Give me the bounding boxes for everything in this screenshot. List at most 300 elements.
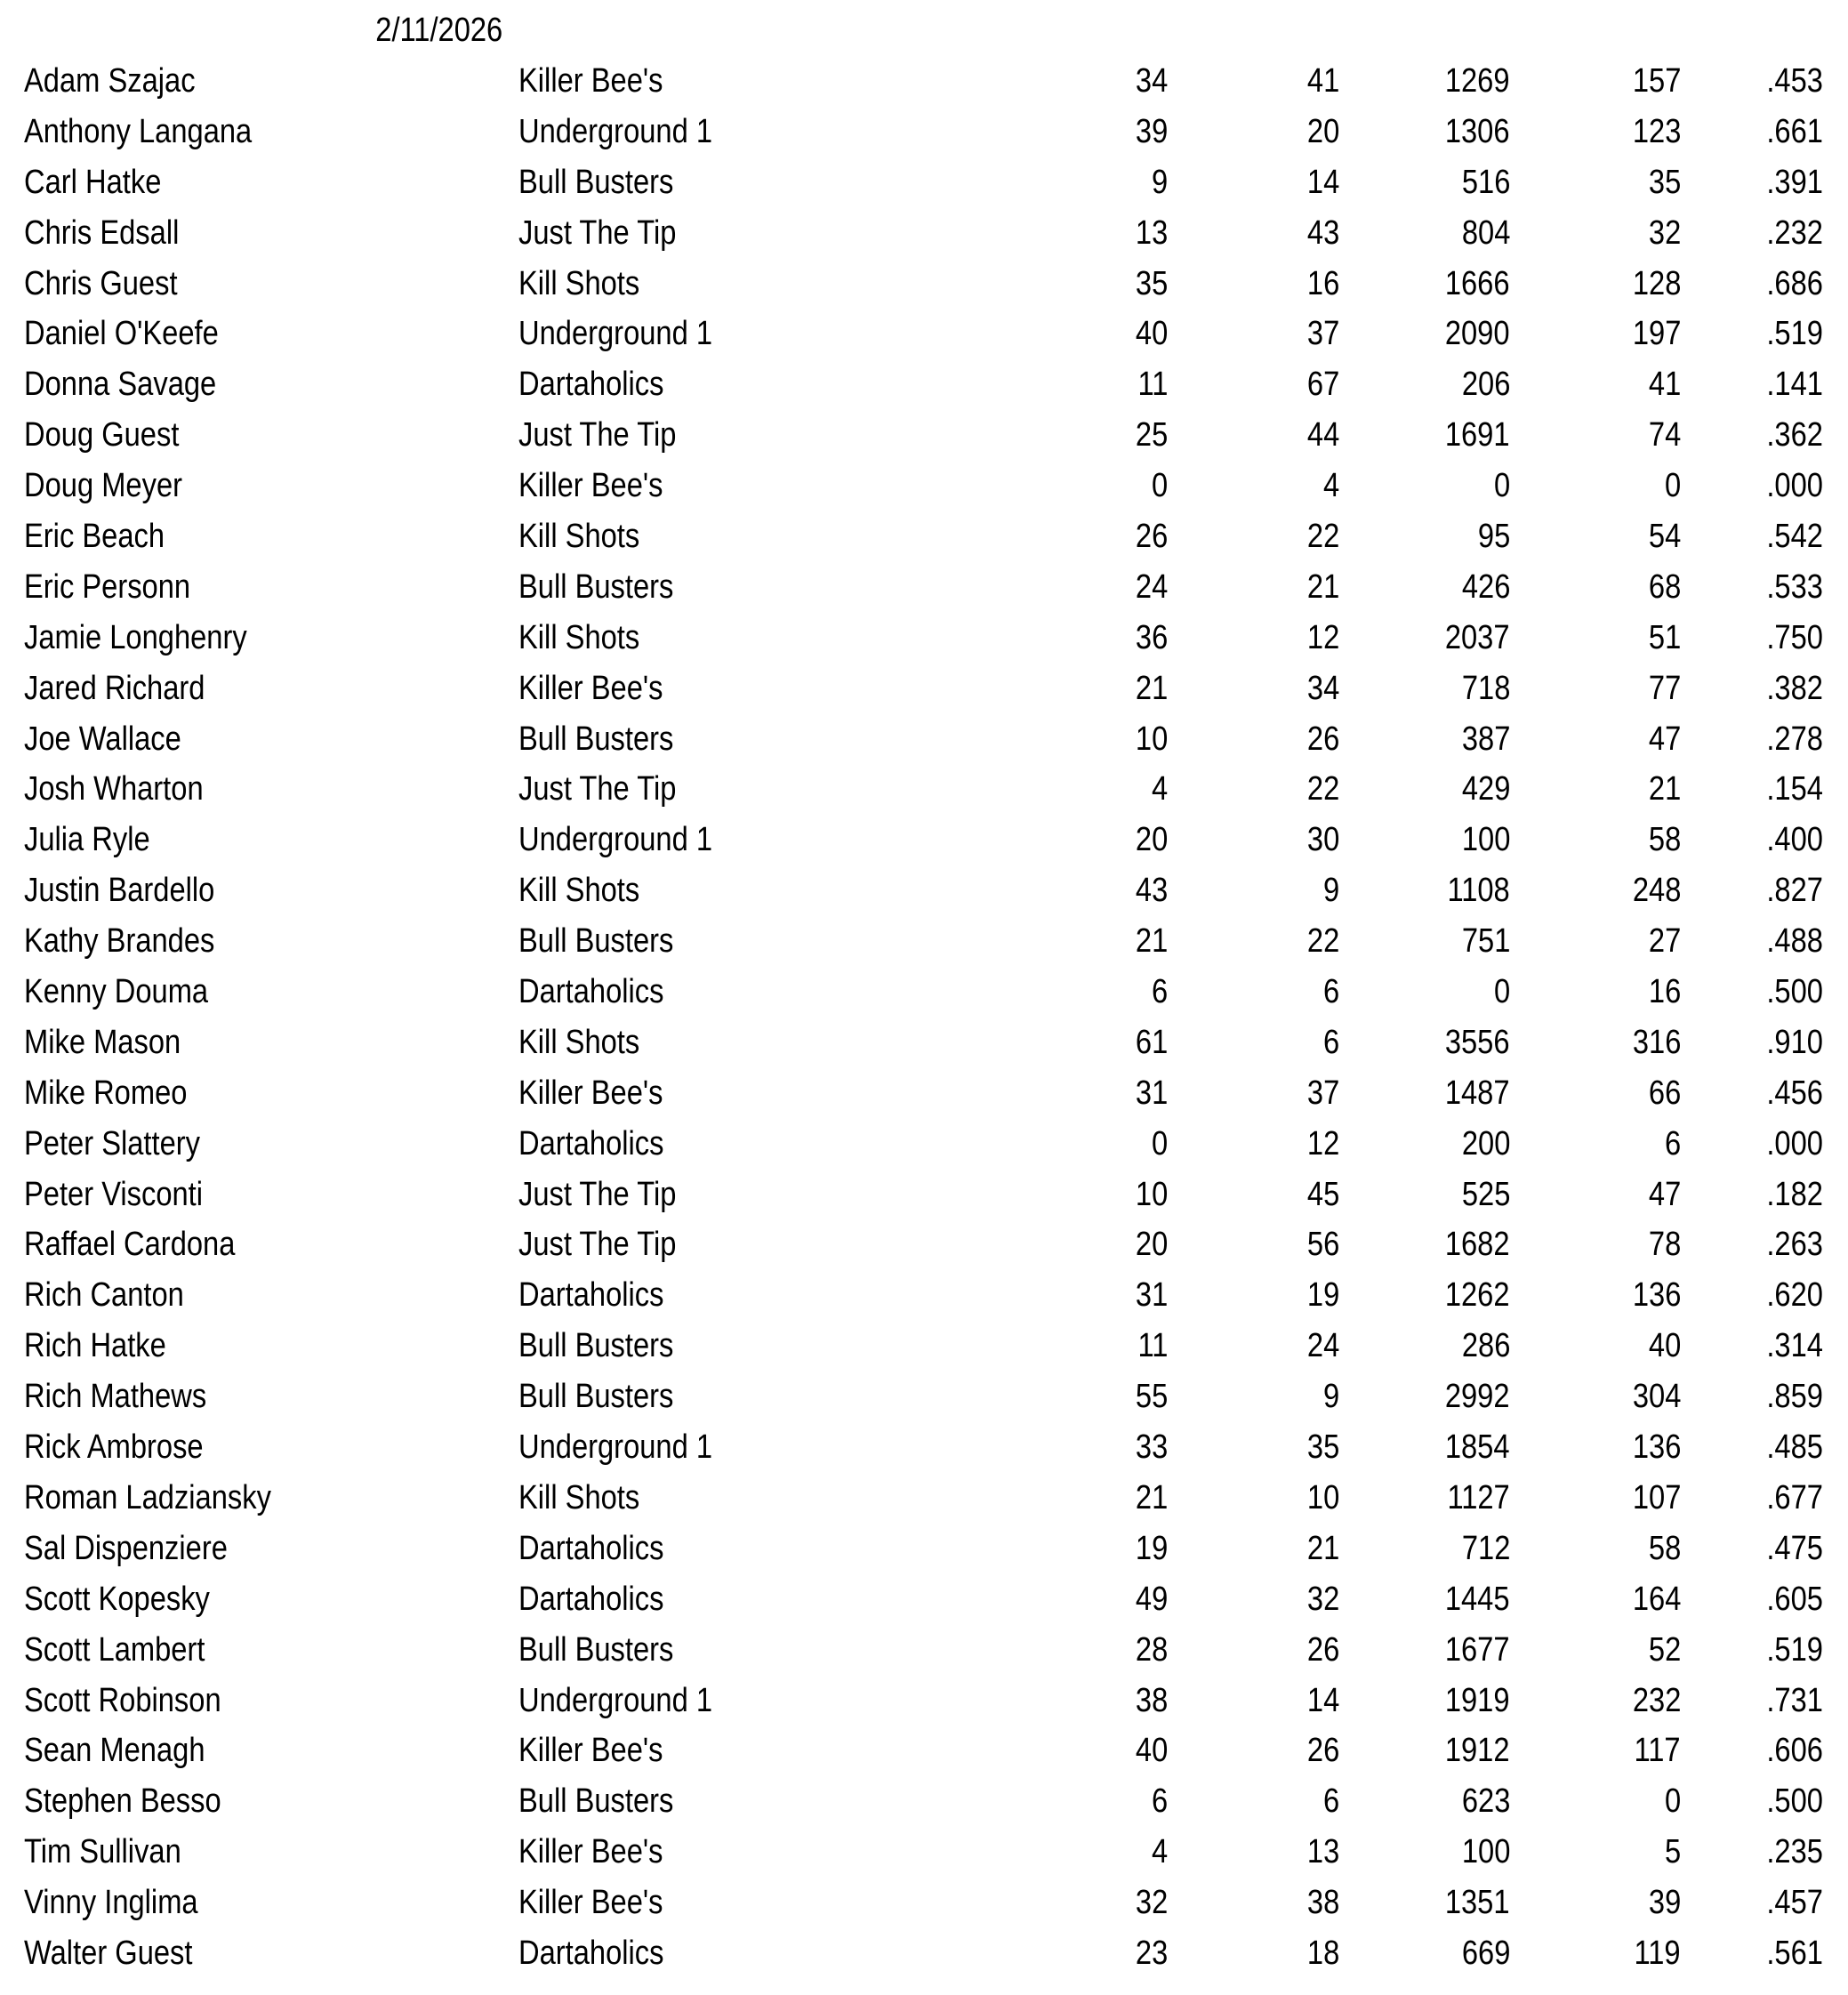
team-name: Killer Bee's <box>518 1884 663 1922</box>
player-name-cell <box>24 1170 232 1220</box>
stat-col-5-cell <box>1757 1321 1823 1372</box>
stat-col-1: 13 <box>1135 213 1168 252</box>
stat-col-1-cell <box>1130 865 1168 916</box>
team-name: Bull Busters <box>518 922 674 961</box>
player-name: Stephen Besso <box>24 1782 221 1821</box>
stat-col-2: 32 <box>1306 1580 1339 1618</box>
stat-col-2-cell <box>1302 664 1339 714</box>
stat-col-2-cell <box>1321 865 1339 916</box>
team-name: Killer Bee's <box>518 467 663 505</box>
team-name-cell <box>518 359 687 410</box>
stat-col-1-cell <box>1130 107 1168 157</box>
stat-col-3-cell <box>1437 865 1510 916</box>
team-name: Kill Shots <box>518 1478 640 1516</box>
table-row <box>0 1119 1848 1170</box>
team-name-cell <box>518 157 699 208</box>
stat-col-5: .362 <box>1766 416 1823 455</box>
stat-col-5-cell <box>1757 1219 1823 1270</box>
stat-col-4: 5 <box>1664 1833 1681 1871</box>
team-name: Bull Busters <box>518 567 674 606</box>
team-name-cell <box>518 1119 687 1170</box>
player-name-cell <box>24 1676 253 1726</box>
stat-col-2-cell <box>1302 1119 1339 1170</box>
team-name-cell <box>518 916 699 967</box>
team-name: Just The Tip <box>518 1175 677 1213</box>
stat-col-3: 712 <box>1461 1529 1510 1567</box>
team-name-cell <box>518 562 699 613</box>
stat-col-5: .182 <box>1766 1175 1823 1213</box>
stat-col-4: 21 <box>1648 770 1681 808</box>
stat-col-2-cell <box>1302 1170 1339 1220</box>
player-name-cell <box>24 511 188 562</box>
stat-col-3: 100 <box>1461 821 1510 859</box>
stat-col-4-cell <box>1625 309 1681 359</box>
stat-col-1: 61 <box>1135 1023 1168 1061</box>
stat-col-2-cell <box>1302 1219 1339 1270</box>
stat-col-4: 39 <box>1648 1884 1681 1922</box>
player-name: Chris Edsall <box>24 213 180 252</box>
stat-col-3-cell <box>1491 967 1510 1018</box>
stat-col-3-cell <box>1434 1219 1510 1270</box>
stat-col-3: 387 <box>1461 720 1510 758</box>
stat-col-1-cell <box>1149 157 1168 208</box>
stat-col-1-cell <box>1130 1422 1168 1473</box>
team-name: Kill Shots <box>518 264 640 302</box>
stat-col-4-cell <box>1643 157 1681 208</box>
player-name-cell <box>24 562 218 613</box>
player-name-cell <box>24 613 284 664</box>
stat-col-4-cell <box>1643 664 1681 714</box>
table-row <box>0 865 1848 916</box>
stat-col-3-cell <box>1434 1676 1510 1726</box>
stat-col-1-cell <box>1130 309 1168 359</box>
stat-col-5-cell <box>1757 764 1823 815</box>
stat-col-2: 37 <box>1306 315 1339 353</box>
stat-col-3-cell <box>1434 1018 1510 1068</box>
stat-col-5: .382 <box>1766 669 1823 707</box>
stat-col-4-cell <box>1662 1119 1681 1170</box>
player-name-cell <box>24 259 203 310</box>
player-name-cell <box>24 1321 189 1372</box>
stat-col-2-cell <box>1302 1726 1339 1776</box>
player-name-cell <box>24 1422 232 1473</box>
table-row <box>0 259 1848 310</box>
team-name: Bull Busters <box>518 1630 674 1669</box>
team-name: Bull Busters <box>518 720 674 758</box>
table-row <box>0 1625 1848 1676</box>
player-name: Peter Slattery <box>24 1124 200 1162</box>
player-name: Eric Personn <box>24 567 191 606</box>
stat-col-4: 232 <box>1632 1681 1681 1719</box>
stat-col-5-cell <box>1757 461 1823 511</box>
table-row <box>0 1878 1848 1928</box>
stat-col-2-cell <box>1302 1321 1339 1372</box>
stat-col-4-cell <box>1643 714 1681 765</box>
stat-col-3-cell <box>1434 1726 1510 1776</box>
player-name-cell <box>24 56 223 107</box>
stat-col-2-cell <box>1302 1422 1339 1473</box>
stat-col-3-cell <box>1434 1422 1510 1473</box>
team-name-cell <box>518 1219 702 1270</box>
stat-col-5: .519 <box>1766 1630 1823 1669</box>
team-name-cell <box>518 107 744 157</box>
stat-col-2-cell <box>1302 764 1339 815</box>
player-name-cell <box>24 967 238 1018</box>
stat-col-1-cell <box>1130 1170 1168 1220</box>
stat-col-2-cell <box>1302 1928 1339 1979</box>
team-name: Just The Tip <box>518 416 677 455</box>
team-name: Just The Tip <box>518 770 677 808</box>
stat-col-4: 47 <box>1648 1175 1681 1213</box>
team-name-cell <box>518 1827 687 1878</box>
stat-col-4: 35 <box>1648 163 1681 201</box>
stat-col-3-cell <box>1434 1625 1510 1676</box>
stat-col-1-cell <box>1149 1119 1168 1170</box>
stat-col-3: 1682 <box>1445 1226 1510 1264</box>
stat-col-3-cell <box>1454 1321 1510 1372</box>
stat-col-3-cell <box>1434 56 1510 107</box>
stat-col-4: 157 <box>1632 62 1681 100</box>
team-name-cell <box>518 613 659 664</box>
stat-col-3-cell <box>1454 714 1510 765</box>
team-name: Dartaholics <box>518 1580 664 1618</box>
stat-col-1-cell <box>1130 410 1168 461</box>
stat-col-1-cell <box>1130 511 1168 562</box>
stat-col-1: 34 <box>1135 62 1168 100</box>
stat-col-5-cell <box>1757 157 1823 208</box>
stat-col-2-cell <box>1302 613 1339 664</box>
stat-col-3-cell <box>1454 1524 1510 1574</box>
stat-col-4-cell <box>1625 1372 1681 1422</box>
table-row <box>0 967 1848 1018</box>
team-name-cell <box>518 56 687 107</box>
stat-col-5: .400 <box>1766 821 1823 859</box>
team-name-cell <box>518 1422 744 1473</box>
stat-col-5-cell <box>1757 613 1823 664</box>
stat-col-1-cell <box>1130 1372 1168 1422</box>
stat-col-5: .000 <box>1766 1124 1823 1162</box>
stat-col-1-cell <box>1130 1524 1168 1574</box>
stat-col-1: 21 <box>1135 1478 1168 1516</box>
stat-col-2-cell <box>1302 1827 1339 1878</box>
stat-col-1: 31 <box>1135 1276 1168 1315</box>
stat-col-4-cell <box>1625 56 1681 107</box>
team-name-cell <box>518 714 699 765</box>
stat-col-2-cell <box>1321 967 1339 1018</box>
stat-col-1: 31 <box>1135 1074 1168 1112</box>
stat-col-2: 26 <box>1306 1732 1339 1770</box>
player-name-cell <box>24 815 171 865</box>
player-name: Chris Guest <box>24 264 178 302</box>
stat-col-2-cell <box>1302 410 1339 461</box>
stat-col-1: 33 <box>1135 1428 1168 1467</box>
team-name: Just The Tip <box>518 1226 677 1264</box>
stat-col-1: 4 <box>1151 1833 1168 1871</box>
table-row <box>0 157 1848 208</box>
stat-col-1-cell <box>1130 1878 1168 1928</box>
stat-col-1-cell <box>1130 562 1168 613</box>
stat-col-2-cell <box>1302 56 1339 107</box>
stat-col-2-cell <box>1321 1372 1339 1422</box>
player-name-cell <box>24 1878 226 1928</box>
stat-col-4: 47 <box>1648 720 1681 758</box>
table-row <box>0 916 1848 967</box>
stat-col-3-cell <box>1454 1827 1510 1878</box>
stat-col-1: 32 <box>1135 1884 1168 1922</box>
stat-col-4-cell <box>1643 967 1681 1018</box>
stat-col-4-cell <box>1625 1676 1681 1726</box>
team-name: Dartaholics <box>518 973 664 1011</box>
stat-col-2-cell <box>1302 259 1339 310</box>
team-name-cell <box>518 461 687 511</box>
stat-col-3-cell <box>1454 562 1510 613</box>
stat-col-4: 0 <box>1664 1782 1681 1821</box>
team-name: Dartaholics <box>518 1934 664 1972</box>
player-name-cell <box>24 359 247 410</box>
team-name-cell <box>518 1928 687 1979</box>
stat-col-1: 0 <box>1151 1124 1168 1162</box>
table-row <box>0 1321 1848 1372</box>
stat-col-2: 30 <box>1306 821 1339 859</box>
team-name-cell <box>518 1776 699 1827</box>
player-name: Kenny Douma <box>24 973 209 1011</box>
stat-col-1-cell <box>1130 1068 1168 1119</box>
stat-col-5: .391 <box>1766 163 1823 201</box>
table-row <box>0 461 1848 511</box>
stat-col-1-cell <box>1130 1625 1168 1676</box>
player-name: Sean Menagh <box>24 1732 205 1770</box>
stat-col-2: 6 <box>1322 973 1339 1011</box>
stat-col-3: 286 <box>1461 1327 1510 1365</box>
team-name-cell <box>518 815 744 865</box>
stat-col-1: 36 <box>1135 618 1168 656</box>
stat-col-2: 22 <box>1306 922 1339 961</box>
stat-col-3-cell <box>1434 309 1510 359</box>
table-row <box>0 1372 1848 1422</box>
stat-col-3-cell <box>1434 1068 1510 1119</box>
player-name-cell <box>24 1473 311 1524</box>
stat-col-5-cell <box>1757 1119 1823 1170</box>
player-name: Justin Bardello <box>24 872 215 910</box>
stat-col-4-cell <box>1643 511 1681 562</box>
stat-col-2-cell <box>1321 1018 1339 1068</box>
table-row <box>0 1928 1848 1979</box>
player-name: Sal Dispenziere <box>24 1529 228 1567</box>
team-name: Dartaholics <box>518 1124 664 1162</box>
stat-col-4: 41 <box>1648 366 1681 404</box>
player-name: Adam Szajac <box>24 62 196 100</box>
stat-col-3-cell <box>1454 208 1510 259</box>
team-name: Underground 1 <box>518 821 713 859</box>
team-name-cell <box>518 1625 699 1676</box>
player-name: Roman Ladziansky <box>24 1478 271 1516</box>
stat-col-2-cell <box>1302 1473 1339 1524</box>
stat-col-1: 55 <box>1135 1378 1168 1416</box>
stat-col-2: 22 <box>1306 770 1339 808</box>
stat-col-1: 11 <box>1137 1327 1168 1365</box>
player-name: Scott Kopesky <box>24 1580 210 1618</box>
player-name-cell <box>24 664 235 714</box>
table-row <box>0 1270 1848 1321</box>
stat-col-4: 74 <box>1648 416 1681 455</box>
stat-col-1-cell <box>1149 461 1168 511</box>
table-row <box>0 359 1848 410</box>
stat-col-4-cell <box>1662 1827 1681 1878</box>
player-name-cell <box>24 1219 269 1270</box>
stat-col-4-cell <box>1625 1473 1681 1524</box>
stat-col-4: 77 <box>1648 669 1681 707</box>
team-name-cell <box>518 967 687 1018</box>
player-name: Tim Sullivan <box>24 1833 181 1871</box>
player-name: Eric Beach <box>24 518 165 556</box>
team-name-cell <box>518 1473 659 1524</box>
stat-col-3: 0 <box>1493 467 1510 505</box>
stat-col-4: 51 <box>1648 618 1681 656</box>
stat-col-4: 68 <box>1648 567 1681 606</box>
player-name: Kathy Brandes <box>24 922 215 961</box>
stat-col-3-cell <box>1454 359 1510 410</box>
stat-col-5: .154 <box>1766 770 1823 808</box>
team-name-cell <box>518 1018 659 1068</box>
stat-col-1: 0 <box>1151 467 1168 505</box>
player-name: Carl Hatke <box>24 163 162 201</box>
stat-col-4: 58 <box>1648 1529 1681 1567</box>
stat-col-3-cell <box>1434 1270 1510 1321</box>
player-name: Rich Hatke <box>24 1327 166 1365</box>
team-name-cell <box>518 764 702 815</box>
team-name: Underground 1 <box>518 1428 713 1467</box>
stat-col-1-cell <box>1130 664 1168 714</box>
stat-col-5: .620 <box>1766 1276 1823 1315</box>
stat-col-5-cell <box>1757 916 1823 967</box>
stat-col-1-cell <box>1130 56 1168 107</box>
table-row <box>0 764 1848 815</box>
stat-col-3: 1306 <box>1445 112 1510 150</box>
stat-col-1: 11 <box>1137 366 1168 404</box>
stat-col-2: 13 <box>1306 1833 1339 1871</box>
player-name: Peter Visconti <box>24 1175 204 1213</box>
stat-col-5-cell <box>1757 1625 1823 1676</box>
stat-col-4-cell <box>1643 1068 1681 1119</box>
stat-col-3: 429 <box>1461 770 1510 808</box>
stat-col-3: 206 <box>1461 366 1510 404</box>
stat-col-5-cell <box>1757 664 1823 714</box>
player-name: Doug Meyer <box>24 467 183 505</box>
player-name-cell <box>24 1119 229 1170</box>
stat-col-5-cell <box>1757 1422 1823 1473</box>
table-row <box>0 1473 1848 1524</box>
stat-col-3: 1691 <box>1445 416 1510 455</box>
stat-col-4-cell <box>1643 613 1681 664</box>
stat-col-5: .278 <box>1766 720 1823 758</box>
stat-col-5: .605 <box>1766 1580 1823 1618</box>
player-name-cell <box>24 714 207 765</box>
stat-col-5-cell <box>1757 107 1823 157</box>
player-name: Raffael Cardona <box>24 1226 236 1264</box>
stat-col-4-cell <box>1625 107 1681 157</box>
stat-col-2: 16 <box>1306 264 1339 302</box>
player-name-cell <box>24 1928 220 1979</box>
stat-col-5-cell <box>1757 1726 1823 1776</box>
stat-col-3-cell <box>1454 664 1510 714</box>
stat-col-2: 12 <box>1306 618 1339 656</box>
stat-col-3: 2037 <box>1445 618 1510 656</box>
player-name: Rick Ambrose <box>24 1428 204 1467</box>
stat-col-4: 304 <box>1632 1378 1681 1416</box>
player-name: Vinny Inglima <box>24 1884 198 1922</box>
stat-col-2: 37 <box>1306 1074 1339 1112</box>
stat-col-5: .000 <box>1766 467 1823 505</box>
table-row <box>0 1776 1848 1827</box>
stat-col-4-cell <box>1643 916 1681 967</box>
stat-col-4: 0 <box>1664 467 1681 505</box>
stat-col-5: .500 <box>1766 973 1823 1011</box>
stat-col-4: 136 <box>1632 1428 1681 1467</box>
player-name-cell <box>24 1574 240 1625</box>
team-name-cell <box>518 1676 744 1726</box>
stat-col-3: 751 <box>1461 922 1510 961</box>
stat-col-4-cell <box>1643 562 1681 613</box>
team-name: Kill Shots <box>518 1023 640 1061</box>
stat-col-4-cell <box>1625 865 1681 916</box>
stat-col-5: .750 <box>1766 618 1823 656</box>
table-row <box>0 1726 1848 1776</box>
stat-col-5: .475 <box>1766 1529 1823 1567</box>
stat-col-5-cell <box>1757 1524 1823 1574</box>
stat-col-1: 28 <box>1135 1630 1168 1669</box>
stat-col-2-cell <box>1302 714 1339 765</box>
stat-col-1-cell <box>1130 1270 1168 1321</box>
stat-col-4: 123 <box>1632 112 1681 150</box>
stat-col-1-cell <box>1133 1321 1168 1372</box>
team-name: Bull Busters <box>518 1327 674 1365</box>
player-name: Joe Wallace <box>24 720 181 758</box>
player-name: Rich Mathews <box>24 1378 207 1416</box>
stat-col-3: 525 <box>1461 1175 1510 1213</box>
stat-col-1: 6 <box>1151 973 1168 1011</box>
stat-col-1-cell <box>1149 1827 1168 1878</box>
stat-col-5-cell <box>1757 1270 1823 1321</box>
stat-col-2: 45 <box>1306 1175 1339 1213</box>
stat-col-2-cell <box>1302 562 1339 613</box>
stat-col-4: 248 <box>1632 872 1681 910</box>
stat-col-3: 0 <box>1493 973 1510 1011</box>
player-name: Mike Romeo <box>24 1074 188 1112</box>
table-row <box>0 1676 1848 1726</box>
stat-col-1-cell <box>1130 1018 1168 1068</box>
stat-col-2-cell <box>1302 1676 1339 1726</box>
stat-col-2: 35 <box>1306 1428 1339 1467</box>
stat-col-4-cell <box>1643 815 1681 865</box>
stat-col-3-cell <box>1434 259 1510 310</box>
stat-col-2-cell <box>1302 107 1339 157</box>
stat-col-3: 1912 <box>1445 1732 1510 1770</box>
player-name-cell <box>24 1726 235 1776</box>
table-row <box>0 1574 1848 1625</box>
stat-col-1: 26 <box>1135 518 1168 556</box>
stat-col-4-cell <box>1643 1321 1681 1372</box>
stat-col-3-cell <box>1454 1928 1510 1979</box>
stat-col-3: 1269 <box>1445 62 1510 100</box>
stat-col-5-cell <box>1757 1928 1823 1979</box>
stat-col-2-cell <box>1302 1625 1339 1676</box>
stat-col-1-cell <box>1133 359 1168 410</box>
stat-col-2: 43 <box>1306 213 1339 252</box>
stat-col-1: 35 <box>1135 264 1168 302</box>
stat-col-3-cell <box>1473 511 1510 562</box>
stat-col-5-cell <box>1757 1068 1823 1119</box>
team-name-cell <box>518 1068 687 1119</box>
